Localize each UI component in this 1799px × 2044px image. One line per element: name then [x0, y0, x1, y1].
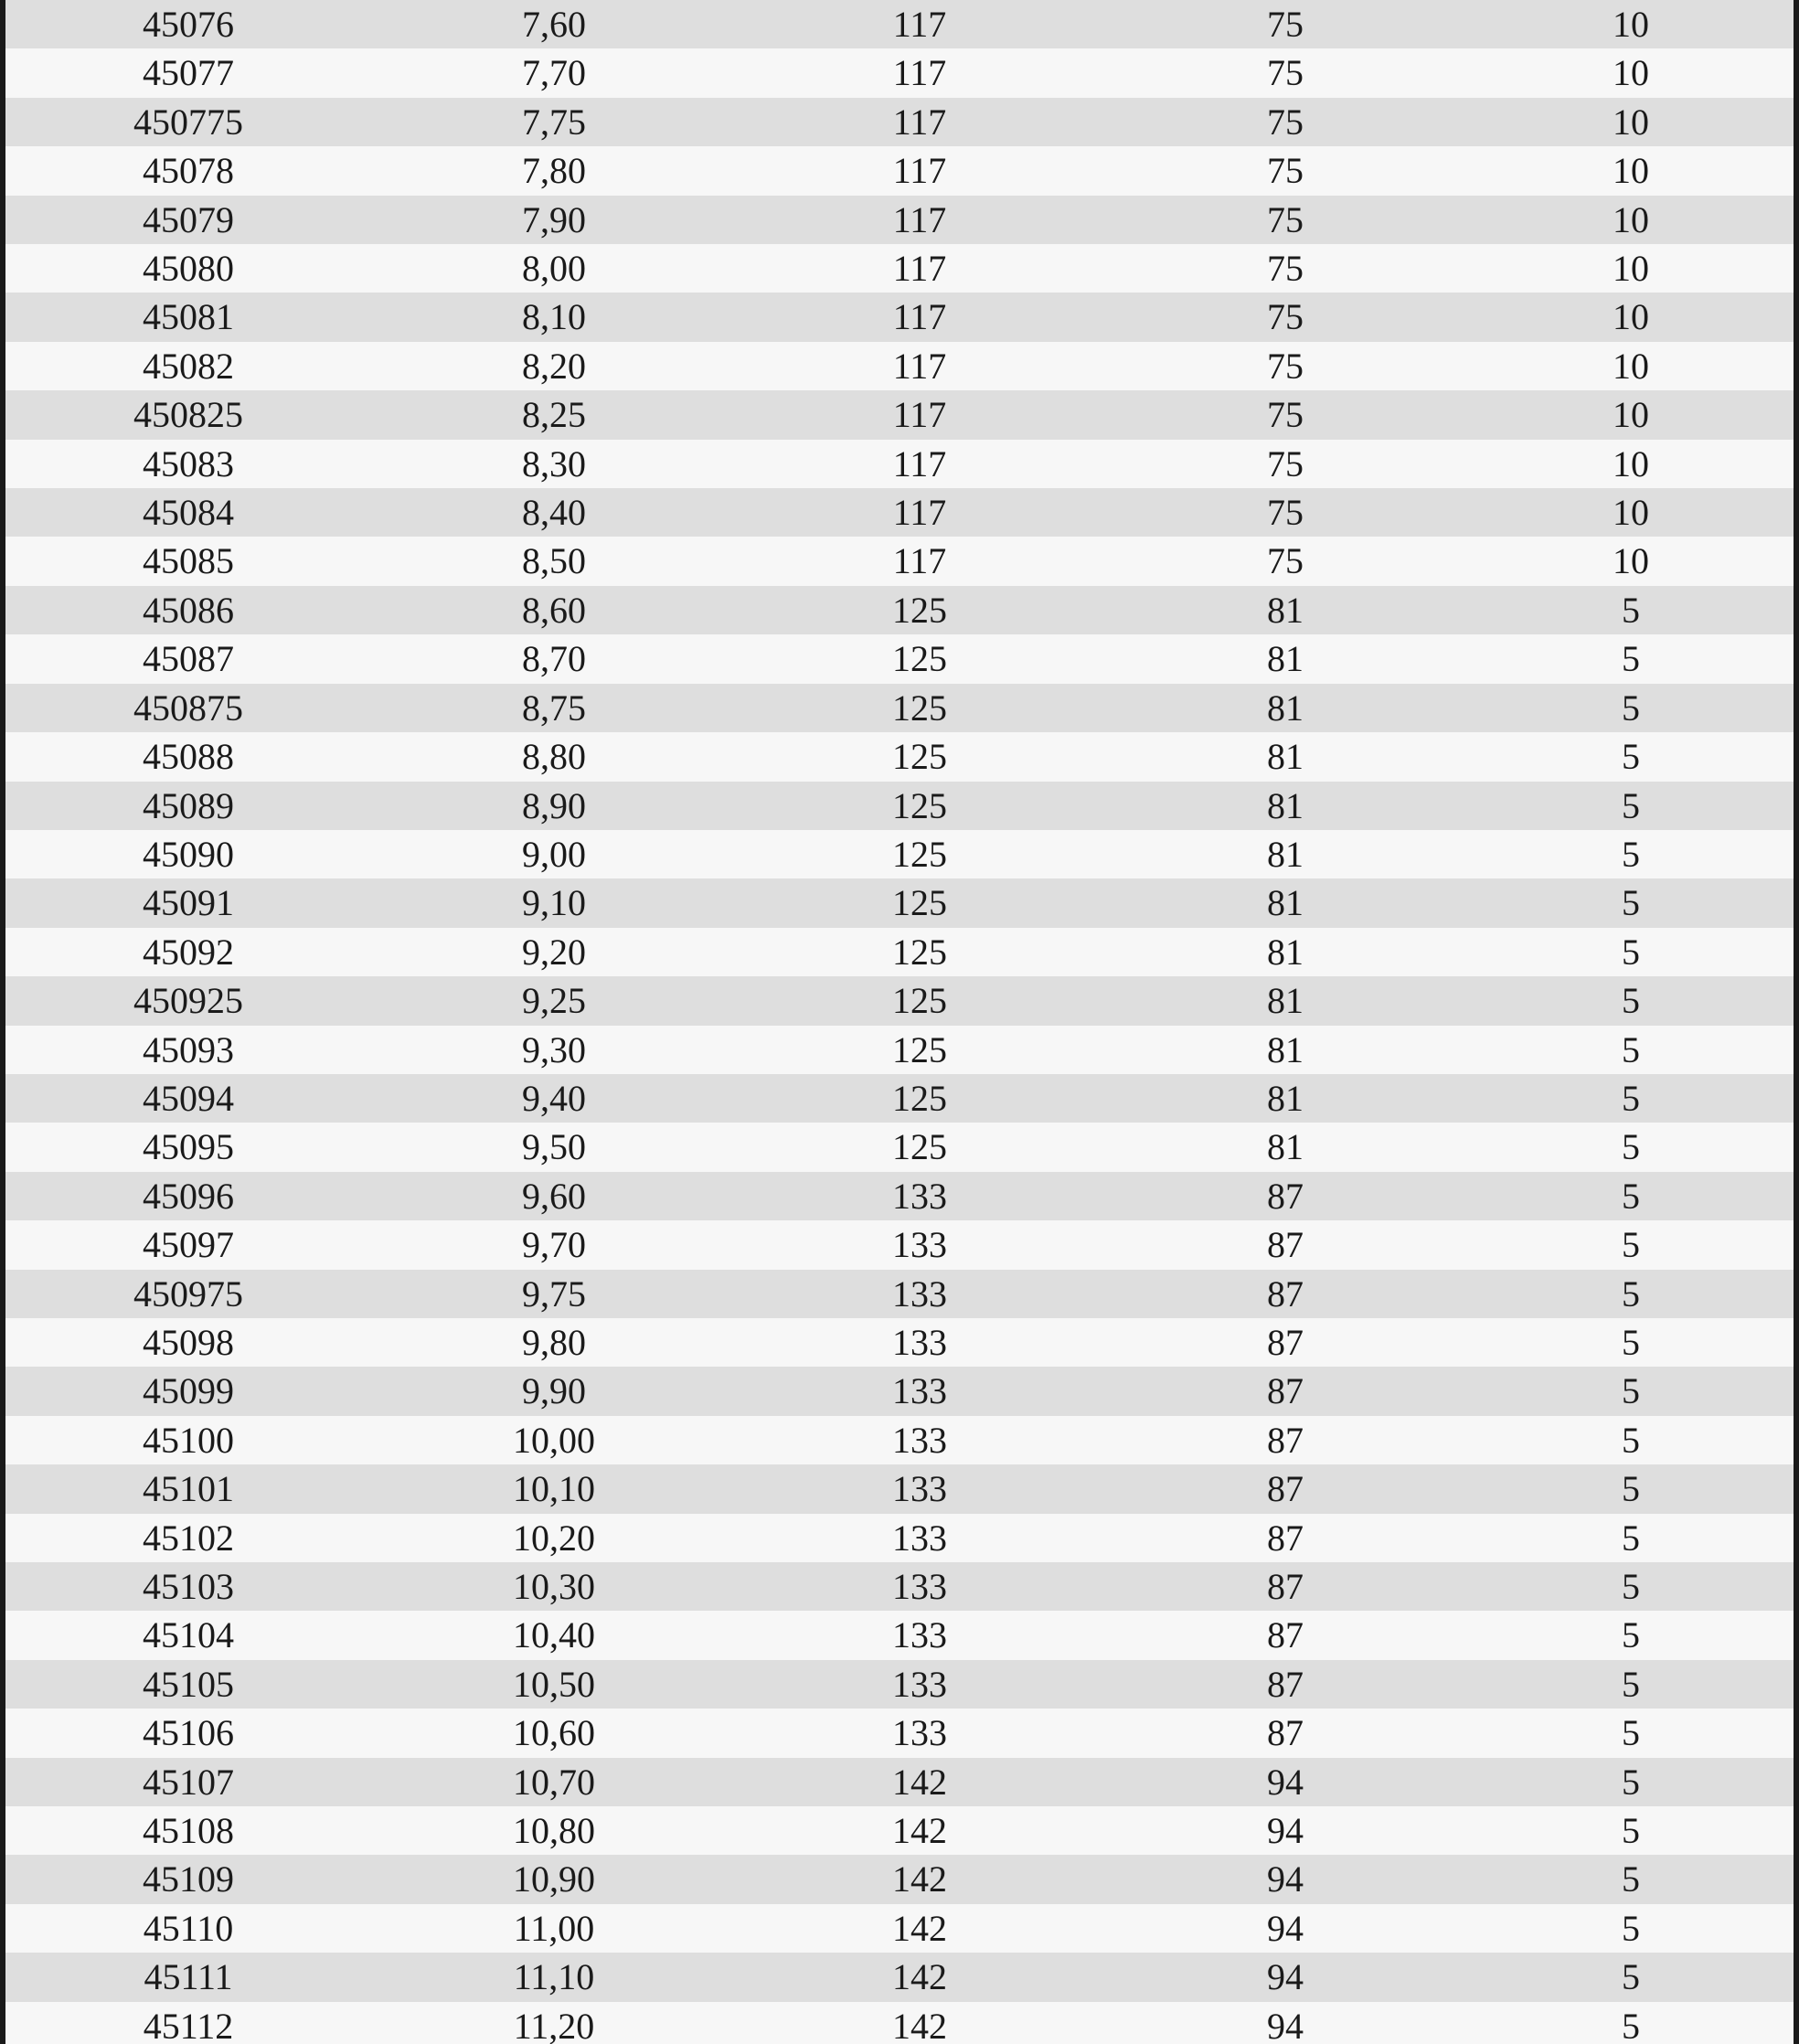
- table-row: [5, 1953, 1794, 2001]
- code-cell: 45079: [143, 198, 234, 240]
- value-b-cell: 75: [1267, 101, 1304, 143]
- value-a-cell: 125: [892, 687, 947, 729]
- value-a-cell: 133: [892, 1272, 947, 1315]
- size-cell: 8,25: [522, 394, 586, 436]
- quantity-cell: 10: [1613, 150, 1649, 192]
- code-cell: 45108: [143, 1810, 234, 1852]
- quantity-cell: 5: [1622, 1663, 1640, 1705]
- value-b-cell: 81: [1267, 833, 1304, 875]
- quantity-cell: 5: [1622, 833, 1640, 875]
- value-b-cell: 87: [1267, 1468, 1304, 1510]
- size-cell: 9,10: [522, 882, 586, 924]
- table-row: [5, 878, 1794, 927]
- code-cell: 45105: [143, 1663, 234, 1705]
- table-row: [5, 1220, 1794, 1269]
- table-row: [5, 1514, 1794, 1562]
- table-row: [5, 1074, 1794, 1123]
- size-cell: 10,40: [513, 1614, 595, 1656]
- size-cell: 7,80: [522, 150, 586, 192]
- code-cell: 450875: [133, 687, 243, 729]
- value-a-cell: 117: [892, 150, 947, 192]
- value-b-cell: 75: [1267, 345, 1304, 387]
- code-cell: 45098: [143, 1321, 234, 1363]
- table-row: [5, 928, 1794, 976]
- table-row: [5, 342, 1794, 390]
- value-a-cell: 117: [892, 442, 947, 484]
- value-a-cell: 133: [892, 1468, 947, 1510]
- table-row: [5, 293, 1794, 341]
- quantity-cell: 5: [1622, 1712, 1640, 1754]
- value-a-cell: 125: [892, 980, 947, 1022]
- value-b-cell: 75: [1267, 442, 1304, 484]
- size-cell: 8,50: [522, 540, 586, 582]
- value-a-cell: 133: [892, 1419, 947, 1461]
- value-b-cell: 87: [1267, 1370, 1304, 1412]
- table-row: [5, 537, 1794, 585]
- table-row: [5, 244, 1794, 293]
- value-a-cell: 133: [892, 1566, 947, 1607]
- quantity-cell: 5: [1622, 1566, 1640, 1607]
- size-cell: 8,30: [522, 442, 586, 484]
- quantity-cell: 5: [1622, 1175, 1640, 1217]
- quantity-cell: 5: [1622, 1614, 1640, 1656]
- quantity-cell: 10: [1613, 52, 1649, 94]
- value-b-cell: 81: [1267, 638, 1304, 680]
- quantity-cell: 5: [1622, 736, 1640, 778]
- quantity-cell: 10: [1613, 345, 1649, 387]
- table-row: [5, 146, 1794, 195]
- value-a-cell: 133: [892, 1517, 947, 1559]
- value-b-cell: 75: [1267, 540, 1304, 582]
- code-cell: 45092: [143, 931, 234, 973]
- value-b-cell: 75: [1267, 248, 1304, 290]
- value-a-cell: 125: [892, 736, 947, 778]
- value-b-cell: 87: [1267, 1517, 1304, 1559]
- value-b-cell: 94: [1267, 2005, 1304, 2044]
- code-cell: 45095: [143, 1126, 234, 1168]
- code-cell: 45087: [143, 638, 234, 680]
- value-a-cell: 117: [892, 4, 947, 45]
- size-cell: 10,30: [513, 1566, 595, 1607]
- quantity-cell: 5: [1622, 784, 1640, 826]
- size-cell: 7,75: [522, 101, 586, 143]
- value-a-cell: 125: [892, 882, 947, 924]
- value-a-cell: 125: [892, 589, 947, 631]
- value-a-cell: 117: [892, 52, 947, 94]
- code-cell: 45109: [143, 1858, 234, 1900]
- quantity-cell: 5: [1622, 1761, 1640, 1803]
- code-cell: 450825: [133, 394, 243, 436]
- value-b-cell: 75: [1267, 150, 1304, 192]
- quantity-cell: 5: [1622, 1907, 1640, 1949]
- table-row: [5, 782, 1794, 830]
- quantity-cell: 5: [1622, 1126, 1640, 1168]
- table-row: [5, 1758, 1794, 1806]
- code-cell: 45091: [143, 882, 234, 924]
- code-cell: 450925: [133, 980, 243, 1022]
- table-row: [5, 634, 1794, 683]
- table-row: [5, 1367, 1794, 1415]
- code-cell: 45096: [143, 1175, 234, 1217]
- value-b-cell: 87: [1267, 1614, 1304, 1656]
- value-a-cell: 142: [892, 1907, 947, 1949]
- quantity-cell: 10: [1613, 248, 1649, 290]
- value-a-cell: 117: [892, 394, 947, 436]
- quantity-cell: 5: [1622, 931, 1640, 973]
- value-a-cell: 125: [892, 638, 947, 680]
- quantity-cell: 5: [1622, 882, 1640, 924]
- value-b-cell: 94: [1267, 1761, 1304, 1803]
- value-a-cell: 125: [892, 931, 947, 973]
- code-cell: 45076: [143, 4, 234, 45]
- size-cell: 9,25: [522, 980, 586, 1022]
- code-cell: 450975: [133, 1272, 243, 1315]
- value-a-cell: 133: [892, 1321, 947, 1363]
- code-cell: 45093: [143, 1028, 234, 1070]
- value-b-cell: 75: [1267, 394, 1304, 436]
- size-cell: 9,75: [522, 1272, 586, 1315]
- code-cell: 45112: [143, 2005, 234, 2044]
- value-b-cell: 81: [1267, 931, 1304, 973]
- code-cell: 45106: [143, 1712, 234, 1754]
- table-row: [5, 196, 1794, 244]
- value-b-cell: 81: [1267, 784, 1304, 826]
- value-b-cell: 87: [1267, 1566, 1304, 1607]
- value-b-cell: 81: [1267, 882, 1304, 924]
- value-a-cell: 133: [892, 1224, 947, 1266]
- value-a-cell: 125: [892, 1126, 947, 1168]
- code-cell: 45104: [143, 1614, 234, 1656]
- value-b-cell: 87: [1267, 1272, 1304, 1315]
- code-cell: 45088: [143, 736, 234, 778]
- quantity-cell: 5: [1622, 1321, 1640, 1363]
- table-row: [5, 1464, 1794, 1513]
- value-a-cell: 117: [892, 101, 947, 143]
- value-a-cell: 117: [892, 345, 947, 387]
- quantity-cell: 5: [1622, 687, 1640, 729]
- value-a-cell: 133: [892, 1370, 947, 1412]
- size-cell: 10,70: [513, 1761, 595, 1803]
- size-cell: 9,80: [522, 1321, 586, 1363]
- table-row: [5, 1855, 1794, 1903]
- data-table: [5, 0, 1794, 2044]
- table-row: [5, 440, 1794, 488]
- table-row: [5, 1806, 1794, 1855]
- value-b-cell: 81: [1267, 980, 1304, 1022]
- code-cell: 45100: [143, 1419, 234, 1461]
- value-a-cell: 133: [892, 1663, 947, 1705]
- size-cell: 8,40: [522, 492, 586, 534]
- value-b-cell: 94: [1267, 1858, 1304, 1900]
- size-cell: 8,80: [522, 736, 586, 778]
- value-b-cell: 75: [1267, 52, 1304, 94]
- size-cell: 10,80: [513, 1810, 595, 1852]
- table-row: [5, 1026, 1794, 1074]
- table-row: [5, 976, 1794, 1025]
- value-a-cell: 142: [892, 1858, 947, 1900]
- quantity-cell: 5: [1622, 1370, 1640, 1412]
- table-row: [5, 1660, 1794, 1709]
- table-row: [5, 48, 1794, 97]
- code-cell: 45083: [143, 442, 234, 484]
- size-cell: 10,20: [513, 1517, 595, 1559]
- size-cell: 8,90: [522, 784, 586, 826]
- quantity-cell: 5: [1622, 1028, 1640, 1070]
- quantity-cell: 10: [1613, 4, 1649, 45]
- table-row: [5, 488, 1794, 537]
- size-cell: 8,20: [522, 345, 586, 387]
- table-body: [5, 0, 1794, 2044]
- value-a-cell: 117: [892, 248, 947, 290]
- size-cell: 10,00: [513, 1419, 595, 1461]
- quantity-cell: 5: [1622, 638, 1640, 680]
- code-cell: 45082: [143, 345, 234, 387]
- code-cell: 45102: [143, 1517, 234, 1559]
- size-cell: 9,30: [522, 1028, 586, 1070]
- code-cell: 45089: [143, 784, 234, 826]
- value-b-cell: 81: [1267, 1077, 1304, 1119]
- quantity-cell: 5: [1622, 1077, 1640, 1119]
- code-cell: 45084: [143, 492, 234, 534]
- quantity-cell: 10: [1613, 442, 1649, 484]
- quantity-cell: 5: [1622, 1517, 1640, 1559]
- code-cell: 45080: [143, 248, 234, 290]
- value-b-cell: 87: [1267, 1321, 1304, 1363]
- value-b-cell: 94: [1267, 1907, 1304, 1949]
- table-row: [5, 98, 1794, 146]
- value-b-cell: 87: [1267, 1712, 1304, 1754]
- table-row: [5, 2002, 1794, 2044]
- quantity-cell: 5: [1622, 2005, 1640, 2044]
- table-row: [5, 830, 1794, 878]
- value-b-cell: 81: [1267, 687, 1304, 729]
- quantity-cell: 5: [1622, 1272, 1640, 1315]
- value-b-cell: 81: [1267, 1028, 1304, 1070]
- value-b-cell: 87: [1267, 1663, 1304, 1705]
- size-cell: 11,20: [513, 2005, 595, 2044]
- quantity-cell: 5: [1622, 1419, 1640, 1461]
- size-cell: 11,10: [513, 1956, 595, 1998]
- value-b-cell: 75: [1267, 4, 1304, 45]
- code-cell: 45099: [143, 1370, 234, 1412]
- code-cell: 45078: [143, 150, 234, 192]
- size-cell: 11,00: [513, 1907, 595, 1949]
- size-cell: 7,60: [522, 4, 586, 45]
- table-row: [5, 1416, 1794, 1464]
- value-b-cell: 81: [1267, 1126, 1304, 1168]
- table-row: [5, 1904, 1794, 1953]
- value-a-cell: 142: [892, 1761, 947, 1803]
- code-cell: 45077: [143, 52, 234, 94]
- value-b-cell: 81: [1267, 736, 1304, 778]
- value-a-cell: 117: [892, 492, 947, 534]
- value-a-cell: 117: [892, 540, 947, 582]
- code-cell: 45085: [143, 540, 234, 582]
- value-a-cell: 133: [892, 1175, 947, 1217]
- value-a-cell: 125: [892, 1028, 947, 1070]
- code-cell: 45103: [143, 1566, 234, 1607]
- table-row: [5, 586, 1794, 634]
- value-a-cell: 133: [892, 1712, 947, 1754]
- size-cell: 7,90: [522, 198, 586, 240]
- size-cell: 7,70: [522, 52, 586, 94]
- value-b-cell: 75: [1267, 198, 1304, 240]
- size-cell: 9,20: [522, 931, 586, 973]
- quantity-cell: 5: [1622, 1224, 1640, 1266]
- table-row: [5, 0, 1794, 48]
- code-cell: 45097: [143, 1224, 234, 1266]
- code-cell: 45101: [143, 1468, 234, 1510]
- code-cell: 45086: [143, 589, 234, 631]
- code-cell: 45110: [143, 1907, 234, 1949]
- size-cell: 9,70: [522, 1224, 586, 1266]
- code-cell: 45094: [143, 1077, 234, 1119]
- table-row: [5, 390, 1794, 439]
- value-b-cell: 94: [1267, 1956, 1304, 1998]
- quantity-cell: 5: [1622, 589, 1640, 631]
- value-b-cell: 87: [1267, 1224, 1304, 1266]
- quantity-cell: 10: [1613, 198, 1649, 240]
- table-row: [5, 1172, 1794, 1220]
- table-row: [5, 1123, 1794, 1171]
- value-a-cell: 125: [892, 1077, 947, 1119]
- size-cell: 9,90: [522, 1370, 586, 1412]
- quantity-cell: 5: [1622, 1810, 1640, 1852]
- value-a-cell: 117: [892, 198, 947, 240]
- size-cell: 10,60: [513, 1712, 595, 1754]
- value-b-cell: 75: [1267, 296, 1304, 338]
- value-b-cell: 75: [1267, 492, 1304, 534]
- quantity-cell: 5: [1622, 980, 1640, 1022]
- code-cell: 45081: [143, 296, 234, 338]
- size-cell: 10,10: [513, 1468, 595, 1510]
- size-cell: 8,10: [522, 296, 586, 338]
- code-cell: 45111: [144, 1956, 233, 1998]
- value-a-cell: 142: [892, 1810, 947, 1852]
- value-a-cell: 125: [892, 784, 947, 826]
- quantity-cell: 10: [1613, 492, 1649, 534]
- size-cell: 8,75: [522, 687, 586, 729]
- size-cell: 10,50: [513, 1663, 595, 1705]
- table-row: [5, 1318, 1794, 1367]
- table-row: [5, 684, 1794, 732]
- value-a-cell: 142: [892, 2005, 947, 2044]
- code-cell: 450775: [133, 101, 243, 143]
- size-cell: 8,70: [522, 638, 586, 680]
- size-cell: 9,00: [522, 833, 586, 875]
- value-a-cell: 133: [892, 1614, 947, 1656]
- size-cell: 10,90: [513, 1858, 595, 1900]
- quantity-cell: 5: [1622, 1858, 1640, 1900]
- value-a-cell: 125: [892, 833, 947, 875]
- quantity-cell: 10: [1613, 394, 1649, 436]
- quantity-cell: 5: [1622, 1956, 1640, 1998]
- size-cell: 9,60: [522, 1175, 586, 1217]
- value-a-cell: 117: [892, 296, 947, 338]
- quantity-cell: 10: [1613, 101, 1649, 143]
- code-cell: 45107: [143, 1761, 234, 1803]
- size-cell: 8,00: [522, 248, 586, 290]
- value-b-cell: 94: [1267, 1810, 1304, 1852]
- table-row: [5, 1270, 1794, 1318]
- table-row: [5, 732, 1794, 781]
- size-cell: 9,40: [522, 1077, 586, 1119]
- value-b-cell: 87: [1267, 1419, 1304, 1461]
- quantity-cell: 10: [1613, 296, 1649, 338]
- size-cell: 9,50: [522, 1126, 586, 1168]
- table-row: [5, 1562, 1794, 1611]
- table-row: [5, 1709, 1794, 1757]
- value-a-cell: 142: [892, 1956, 947, 1998]
- quantity-cell: 5: [1622, 1468, 1640, 1510]
- code-cell: 45090: [143, 833, 234, 875]
- size-cell: 8,60: [522, 589, 586, 631]
- value-b-cell: 81: [1267, 589, 1304, 631]
- table-row: [5, 1611, 1794, 1659]
- value-b-cell: 87: [1267, 1175, 1304, 1217]
- quantity-cell: 10: [1613, 540, 1649, 582]
